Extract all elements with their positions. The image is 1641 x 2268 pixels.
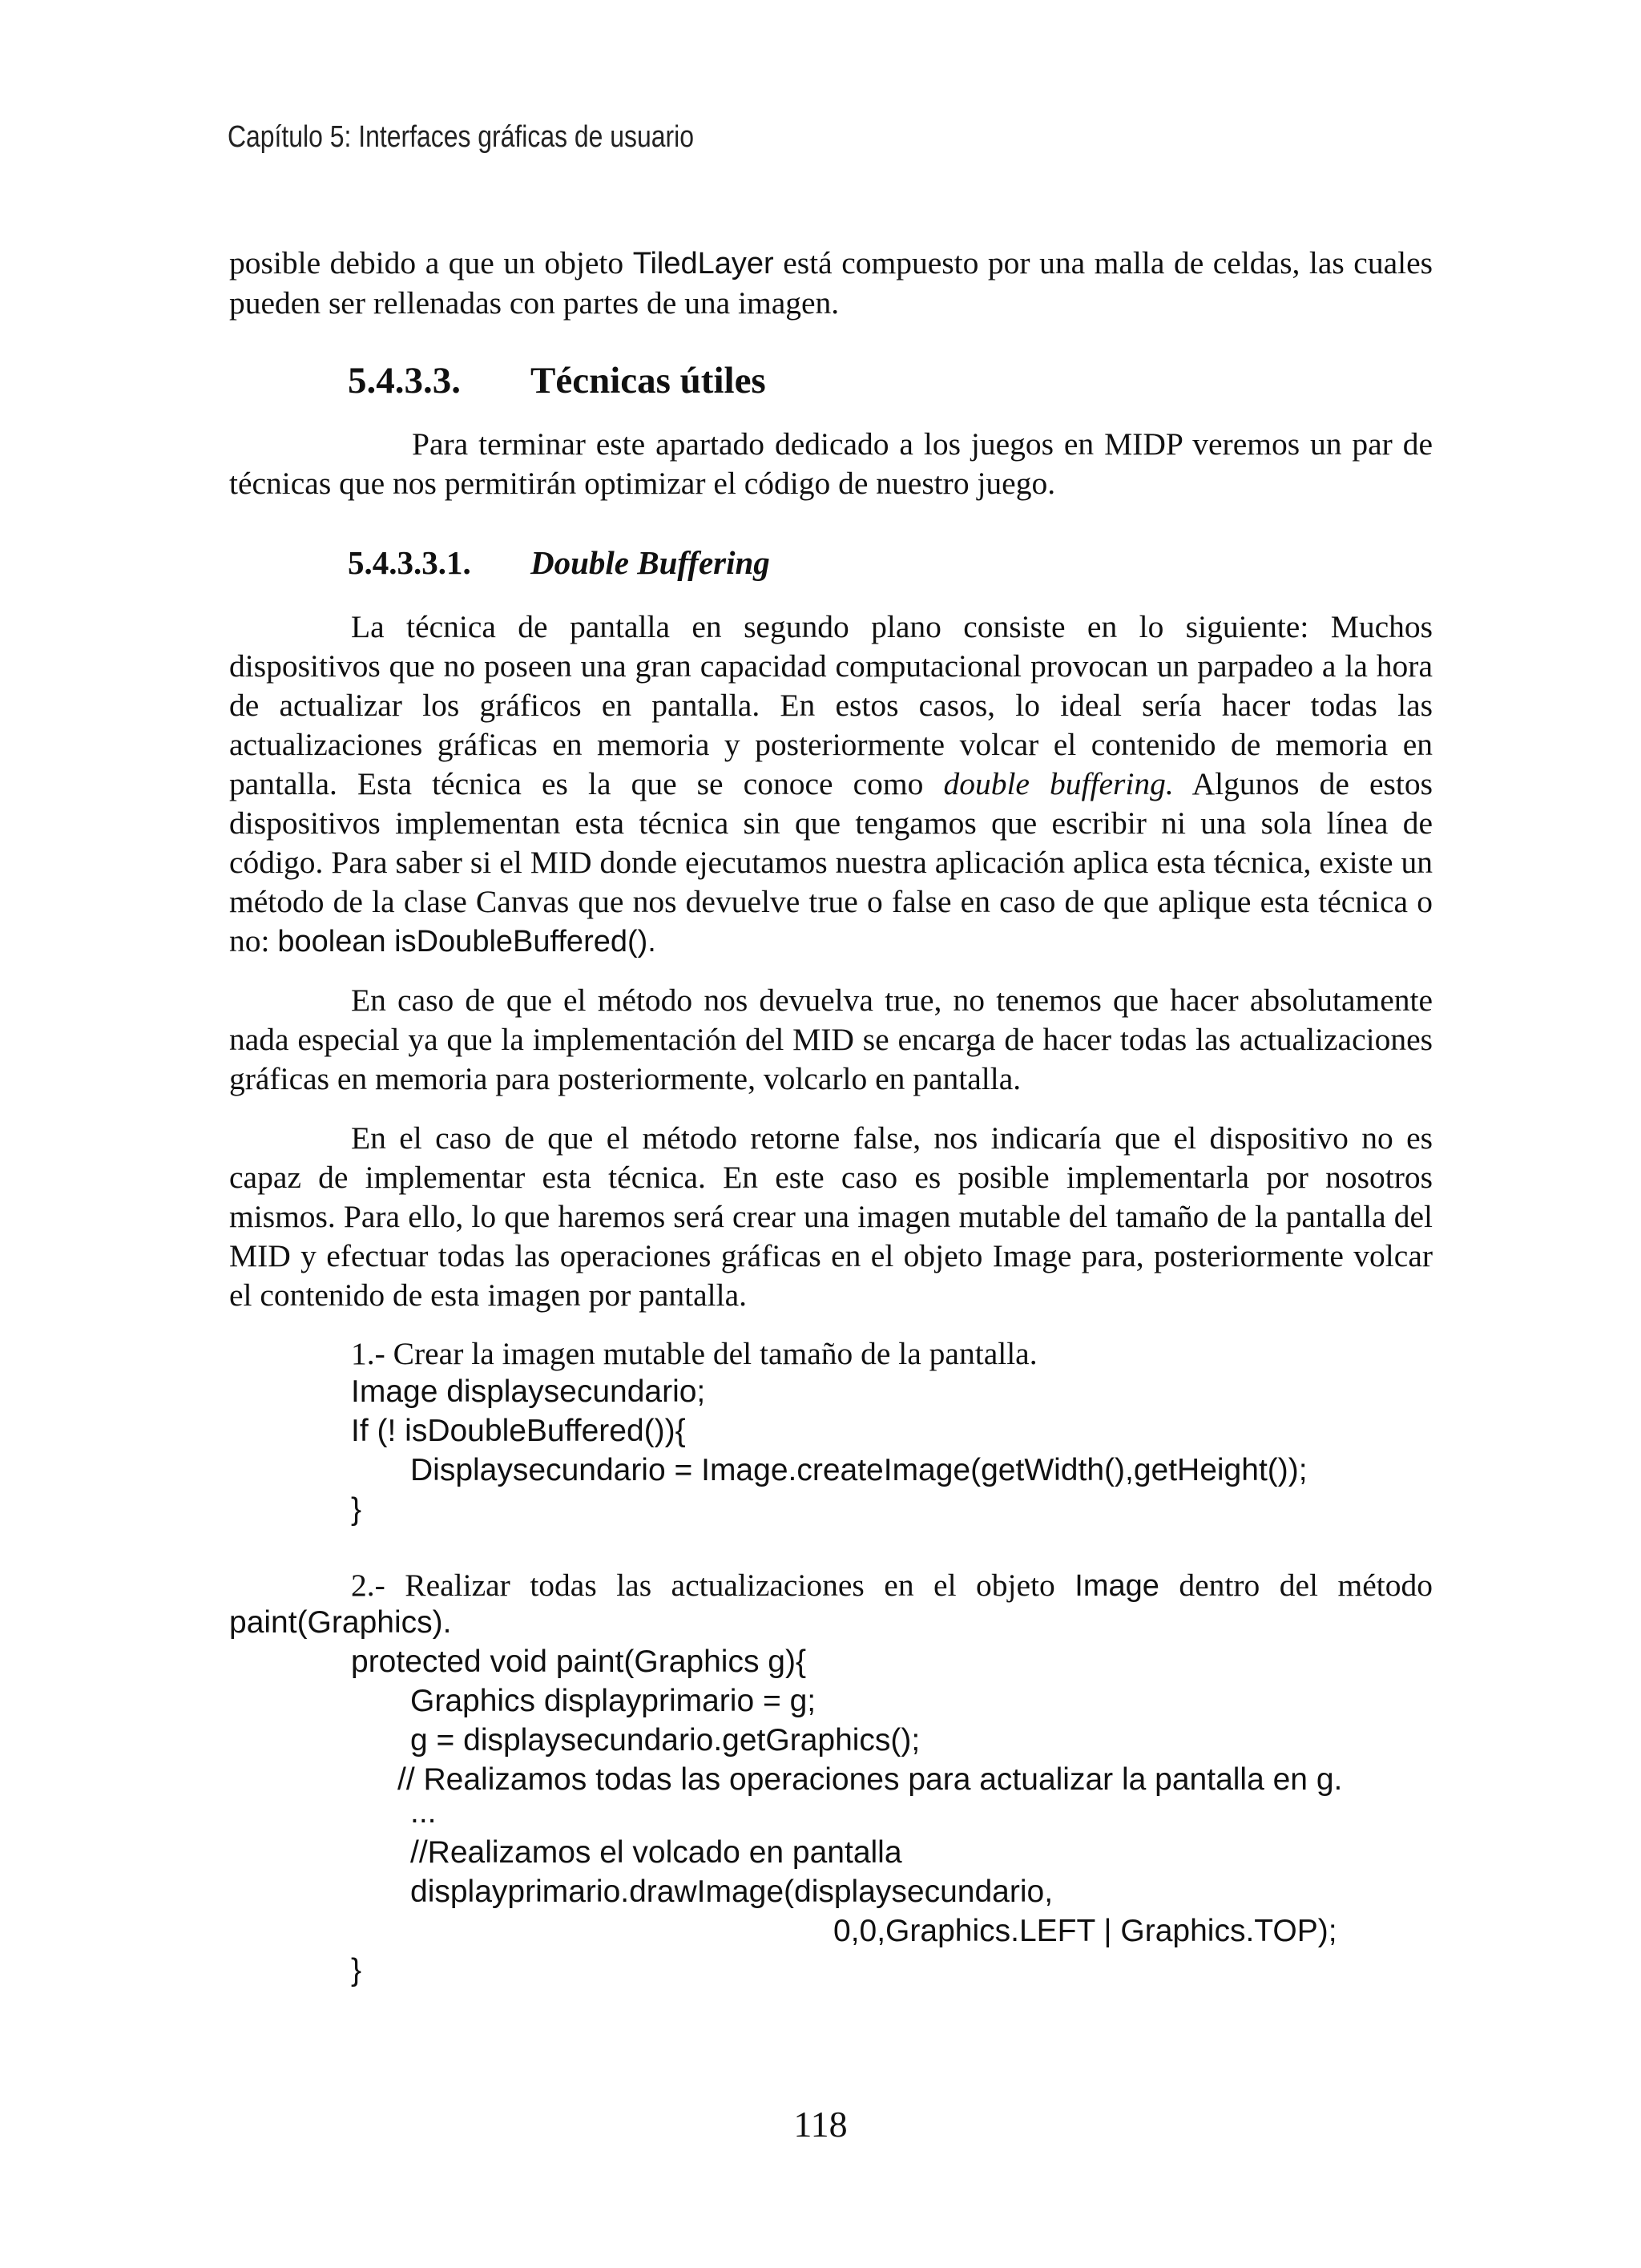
code-line: If (! isDoubleBuffered()){ <box>351 1414 686 1448</box>
code-line: 0,0,Graphics.LEFT | Graphics.TOP); <box>833 1914 1337 1948</box>
subsection-heading <box>348 543 770 582</box>
paragraph-2: Para terminar este apartado dedicado a los juegos en MIDP veremos un par de técnicas que nos permitirán optimizar el código de nuestro juego. <box>229 426 1433 501</box>
section-heading <box>348 359 766 402</box>
code-line: g = displaysecundario.getGraphics(); <box>410 1723 921 1757</box>
code-comment: //Realizamos el volcado en pantalla <box>410 1835 902 1870</box>
code-line: } <box>351 1953 362 1988</box>
step-1-label: 1.- Crear la imagen mutable del tamaño de la pantalla. <box>351 1336 1038 1371</box>
code-comment: // Realizamos todas las operaciones para actualizar la pantalla en g. <box>397 1762 1343 1797</box>
paragraph-3: La técnica de pantalla en segundo plano consiste en lo siguiente: Muchos dispositivos que no poseen una gran capacidad computacional provocan un parpadeo a la hora de actualizar los gráficos en pantalla. En estos casos, lo ideal sería hacer todas las actualizaciones gráficas en memoria y posteriormente volcar el contenido de memoria en pantalla. Esta técnica es la que se conoce como double buffering. Algunos de estos dispositivos implementan esta técnica sin que tengamos que escribir ni una sola línea de código. Para saber si el MID donde ejecutamos nuestra aplicación aplica esta técnica, existe un método de la clase Canvas que nos devuelve true o false en caso de que aplique esta técnica o no: boolean isDoubleBuffered(). <box>229 609 1433 958</box>
paragraph-4: En caso de que el método nos devuelva true, no tenemos que hacer absolutamente nada especial ya que la implementación del MID se encarga de hacer todas las actualizaciones gráficas en memoria para posteriormente, volcarlo en pantalla. <box>229 983 1433 1096</box>
step-2-text: 2.- Realizar todas las actualizaciones en el objeto Image dentro del método <box>351 1568 1433 1603</box>
running-header: Capítulo 5: Interfaces gráficas de usuario <box>228 120 694 154</box>
paragraph-5: En el caso de que el método retorne false, nos indicaría que el dispositivo no es capaz de implementar esta técnica. En este caso es posible implementarla por nosotros mismos. Para ello, lo que haremos será crear una imagen mutable del tamaño de la pantalla del MID y efectuar todas las operaciones gráficas en el objeto Image para, posteriormente volcar el contenido de esta imagen por pantalla. <box>229 1120 1433 1313</box>
code-line: protected void paint(Graphics g){ <box>351 1645 806 1679</box>
subsection-number: 5.4.3.3.1. <box>348 544 471 581</box>
page-number: 118 <box>793 2104 848 2145</box>
code-line: Graphics displayprimario = g; <box>410 1684 816 1718</box>
inline-code-isdoublebuffered: boolean isDoubleBuffered(). <box>277 925 656 958</box>
section-number: 5.4.3.3. <box>348 360 461 402</box>
inline-code-tiledlayer: TiledLayer <box>632 247 774 280</box>
inline-code-image: Image <box>1075 1569 1159 1603</box>
code-line: } <box>351 1492 362 1527</box>
code-line: paint(Graphics). <box>229 1605 452 1640</box>
subsection-title: Double Buffering <box>530 544 770 581</box>
code-line: displayprimario.drawImage(displaysecundario, <box>410 1875 1054 1909</box>
emphasis-double-buffering: double buffering. <box>943 766 1174 801</box>
code-line: Displaysecundario = Image.createImage(getWidth(),getHeight()); <box>410 1453 1308 1487</box>
section-title: Técnicas útiles <box>530 360 766 402</box>
code-line: ... <box>410 1795 437 1830</box>
code-line: Image displaysecundario; <box>351 1374 706 1409</box>
paragraph-1: posible debido a que un objeto TiledLayer está compuesto por una malla de celdas, las cuales pueden ser rellenadas con partes de una imagen. <box>229 245 1433 321</box>
